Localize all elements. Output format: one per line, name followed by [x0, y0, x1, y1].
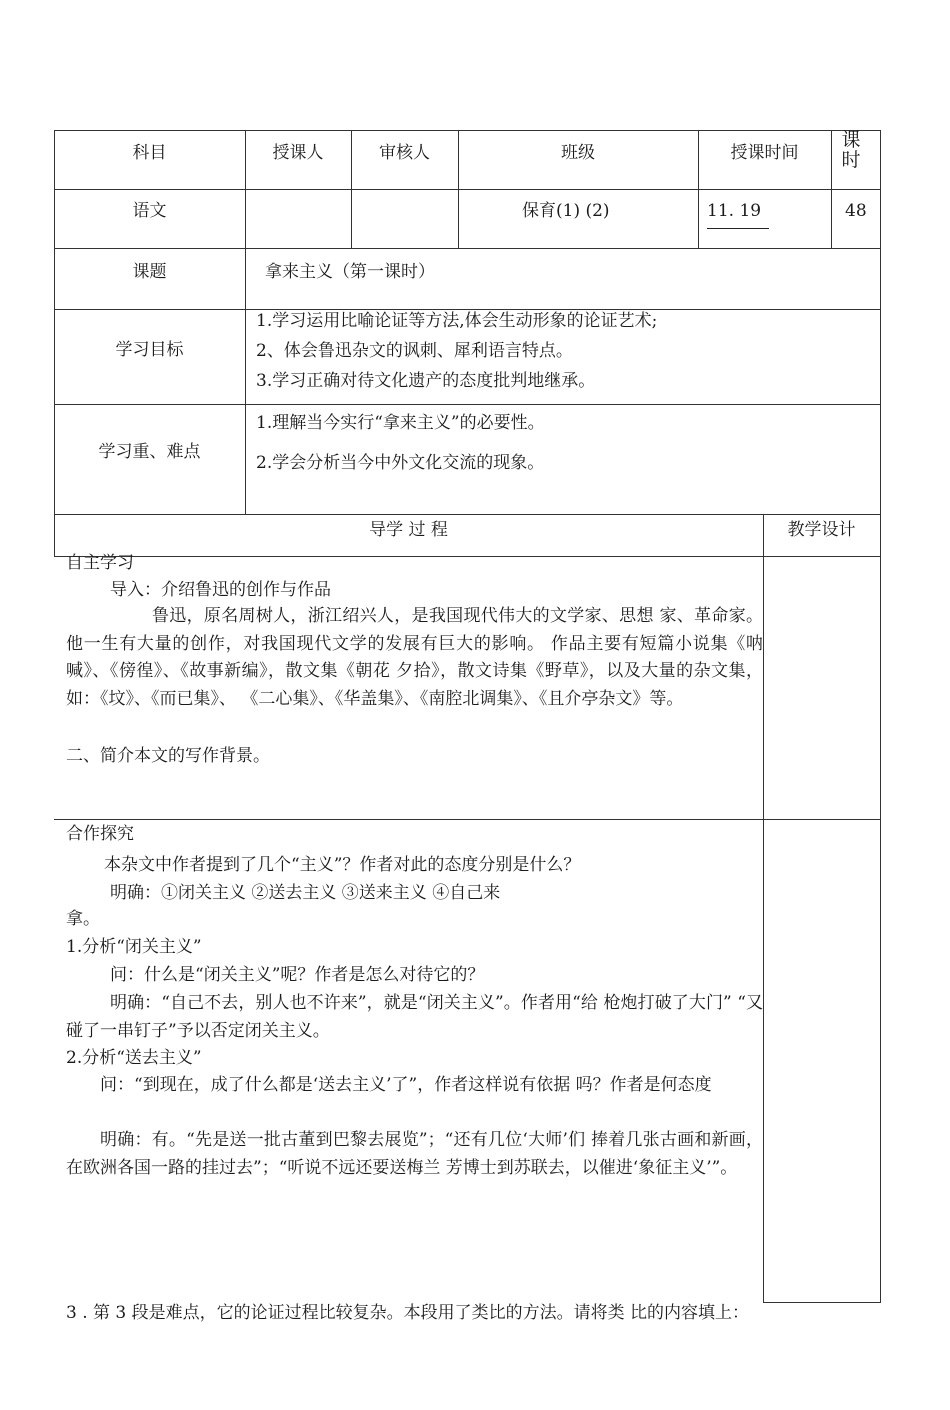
- rule: [245, 130, 246, 514]
- header-teacher: 授课人: [272, 143, 324, 163]
- section2-answer-cont: 拿。: [66, 909, 100, 929]
- section1-paragraph: 鲁迅，原名周树人，浙江绍兴人，是我国现代伟大的文学家、思想 家、革命家。他一生有大量的创作，对我国现代文学的发展有巨大的影响。 作品主要有短篇小说集《呐喊》、《傍徨》、《故事新编》，散文集《朝花 夕拾》，散文诗集《野草》，以及大量的杂文集，如：《坟》、《而已集》、 《二心集》、《华盖集》、《南腔北调集》、《且介亭杂文》等。: [66, 606, 763, 709]
- header-class: 班级: [561, 143, 595, 163]
- value-time: 11. 19: [707, 201, 762, 221]
- value-class: 保育(1) (2): [522, 201, 610, 221]
- rule: [54, 130, 880, 131]
- part2-question: 问：“到现在，成了什么都是‘送去主义’了”，作者这样说有依据 吗？作者是何态度: [100, 1075, 712, 1095]
- value-subject: 语文: [132, 201, 167, 221]
- section1-intro: 导入：介绍鲁迅的创作与作品: [110, 580, 331, 600]
- rule: [54, 309, 880, 310]
- header-time: 授课时间: [730, 143, 799, 163]
- rule: [54, 404, 880, 405]
- rule: [763, 1302, 880, 1303]
- section1-background: 二、简介本文的写作背景。: [66, 746, 270, 766]
- goals-label: 学习目标: [115, 340, 184, 360]
- section2-question: 本杂文中作者提到了几个“主义”？作者对此的态度分别是什么？: [104, 855, 581, 875]
- goals-item: 2、体会鲁迅杂文的讽刺、犀利语言特点。: [256, 341, 573, 361]
- rule: [54, 514, 880, 515]
- keypoints-item: 1.理解当今实行“拿来主义”的必要性。: [256, 413, 545, 433]
- topic-value: 拿来主义（第一课时）: [265, 262, 435, 282]
- rule: [54, 248, 880, 249]
- part1-question: 问：什么是“闭关主义”呢？作者是怎么对待它的？: [110, 965, 485, 985]
- process-title: 导学 过 程: [369, 520, 448, 540]
- value-time-underline: [707, 228, 769, 229]
- goals-item: 3.学习正确对待文化遗产的态度批判地继承。: [256, 371, 596, 391]
- rule: [54, 556, 880, 557]
- header-periods-line1: 课: [841, 129, 861, 151]
- section2-heading: 合作探究: [66, 824, 134, 844]
- header-periods: [831, 130, 871, 170]
- part1-answer: 明确：“自己不去，别人也不许来”，就是“闭关主义”。作者用“给 枪炮打破了大门” “又碰了一串钉子”予以否定闭关主义。: [66, 993, 763, 1041]
- keypoints-label: 学习重、难点: [98, 442, 201, 462]
- rule: [880, 130, 881, 1303]
- rule: [54, 819, 880, 820]
- part2-answer: 明确：有。“先是送一批古董到巴黎去展览”；“还有几位‘大师’们 捧着几张古画和新画，在欧洲各国一路的挂过去”；“听说不远还要送梅兰 芳博士到苏联去，以催进‘象征主义’”。: [66, 1130, 763, 1178]
- keypoints-item: 2.学会分析当今中外文化交流的现象。: [256, 453, 545, 473]
- value-periods: 48: [845, 201, 867, 221]
- footer-line: 3 . 第 3 段是难点，它的论证过程比较复杂。本段用了类比的方法。请将类 比的内容填上：: [66, 1303, 750, 1323]
- part2-title: 2.分析“送去主义”: [66, 1048, 202, 1068]
- part1-title: 1.分析“闭关主义”: [66, 937, 202, 957]
- design-title: 教学设计: [787, 520, 856, 540]
- header-subject: 科目: [132, 143, 167, 163]
- rule: [54, 189, 880, 190]
- goals-item: 1.学习运用比喻论证等方法,体会生动形象的论证艺术;: [256, 311, 658, 331]
- header-periods-line2: 时: [841, 149, 861, 171]
- section1-heading: 自主学习: [66, 553, 134, 573]
- section2-answer: 明确：①闭关主义 ②送去主义 ③送来主义 ④自己来: [110, 883, 501, 903]
- rule: [763, 514, 764, 1303]
- topic-label: 课题: [132, 262, 167, 282]
- header-reviewer: 审核人: [379, 143, 430, 163]
